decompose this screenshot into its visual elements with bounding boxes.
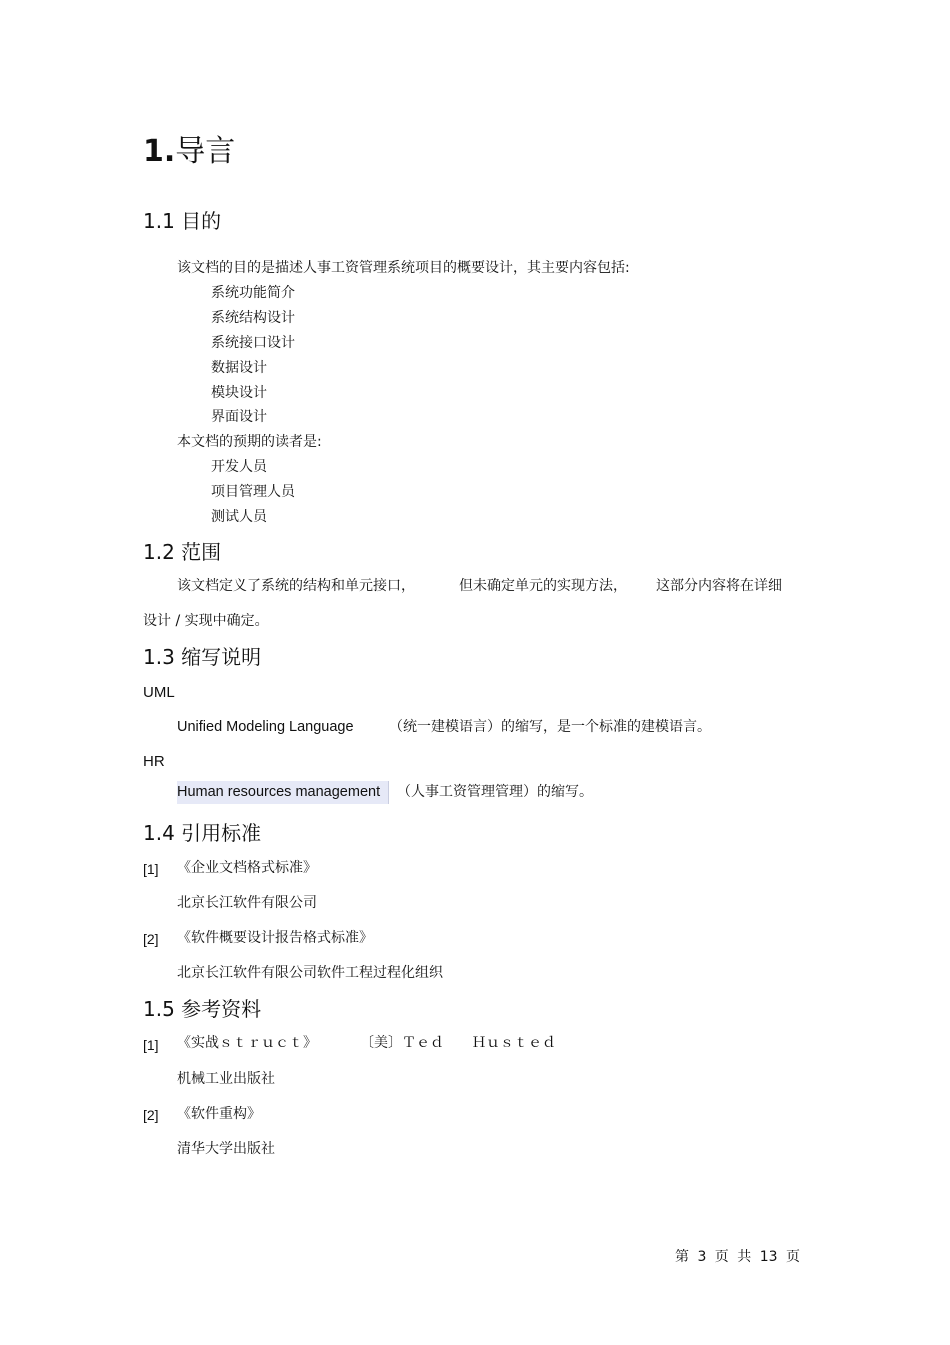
abbr-term: UML (143, 684, 175, 701)
reader-item: 测试人员 (211, 509, 267, 525)
scope-text-c: 这部分内容将在详细 (656, 578, 782, 594)
abbr-full-highlighted: Human resources management (177, 781, 389, 804)
ref-publisher: 清华大学出版社 (177, 1141, 275, 1157)
ref-author: 〔美〕Ｔｅｄ Ｈｕｓｔｅｄ (360, 1035, 556, 1051)
reader-item: 项目管理人员 (211, 484, 295, 500)
chapter-title-text: 导言 (175, 134, 236, 169)
chapter-title (143, 134, 235, 170)
section-1-3-heading: 1.3 缩写说明 (143, 645, 262, 669)
ref-number: [1] (143, 861, 159, 877)
page-footer: 第 3 页 共 13 页 (675, 1249, 800, 1265)
ref-title: 《软件重构》 (177, 1106, 261, 1122)
abbr-full: Unified Modeling Language (177, 719, 354, 735)
reader-item: 开发人员 (211, 459, 267, 475)
ref-org: 北京长江软件有限公司 (177, 895, 317, 911)
ref-number: [2] (143, 931, 159, 947)
content-item: 系统结构设计 (211, 310, 295, 326)
ref-publisher: 机械工业出版社 (177, 1071, 275, 1087)
section-1-5-heading: 1.5 参考资料 (143, 997, 262, 1021)
ref-number: [2] (143, 1107, 159, 1123)
ref-title: 《软件概要设计报告格式标准》 (177, 930, 373, 946)
abbr-desc: （人事工资管理管理）的缩写。 (397, 784, 593, 800)
abbr-desc: （统一建模语言）的缩写，是一个标准的建模语言。 (389, 719, 711, 735)
ref-title: 《企业文档格式标准》 (177, 860, 317, 876)
ref-title: 《实战ｓｔｒｕｃｔ》 (177, 1035, 317, 1051)
content-item: 系统功能简介 (211, 285, 295, 301)
content-item: 数据设计 (211, 360, 267, 376)
content-item: 界面设计 (211, 409, 267, 425)
ref-number: [1] (143, 1037, 159, 1053)
section-1-2-heading: 1.2 范围 (143, 540, 222, 564)
scope-text-line2: 设计 / 实现中确定。 (143, 613, 269, 629)
scope-text-a: 该文档定义了系统的结构和单元接口， (177, 578, 415, 594)
ref-org: 北京长江软件有限公司软件工程过程化组织 (177, 965, 443, 981)
content-item: 模块设计 (211, 385, 267, 401)
abbr-term: HR (143, 753, 165, 770)
scope-text-b: 但未确定单元的实现方法， (459, 578, 627, 594)
section-1-1-heading: 1.1 目的 (143, 209, 222, 233)
section-1-1-intro: 该文档的目的是描述人事工资管理系统项目的概要设计，其主要内容包括: (177, 260, 630, 276)
section-1-4-heading: 1.4 引用标准 (143, 821, 262, 845)
chapter-number: 1. (143, 134, 176, 169)
content-item: 系统接口设计 (211, 335, 295, 351)
readers-intro: 本文档的预期的读者是: (177, 434, 322, 450)
